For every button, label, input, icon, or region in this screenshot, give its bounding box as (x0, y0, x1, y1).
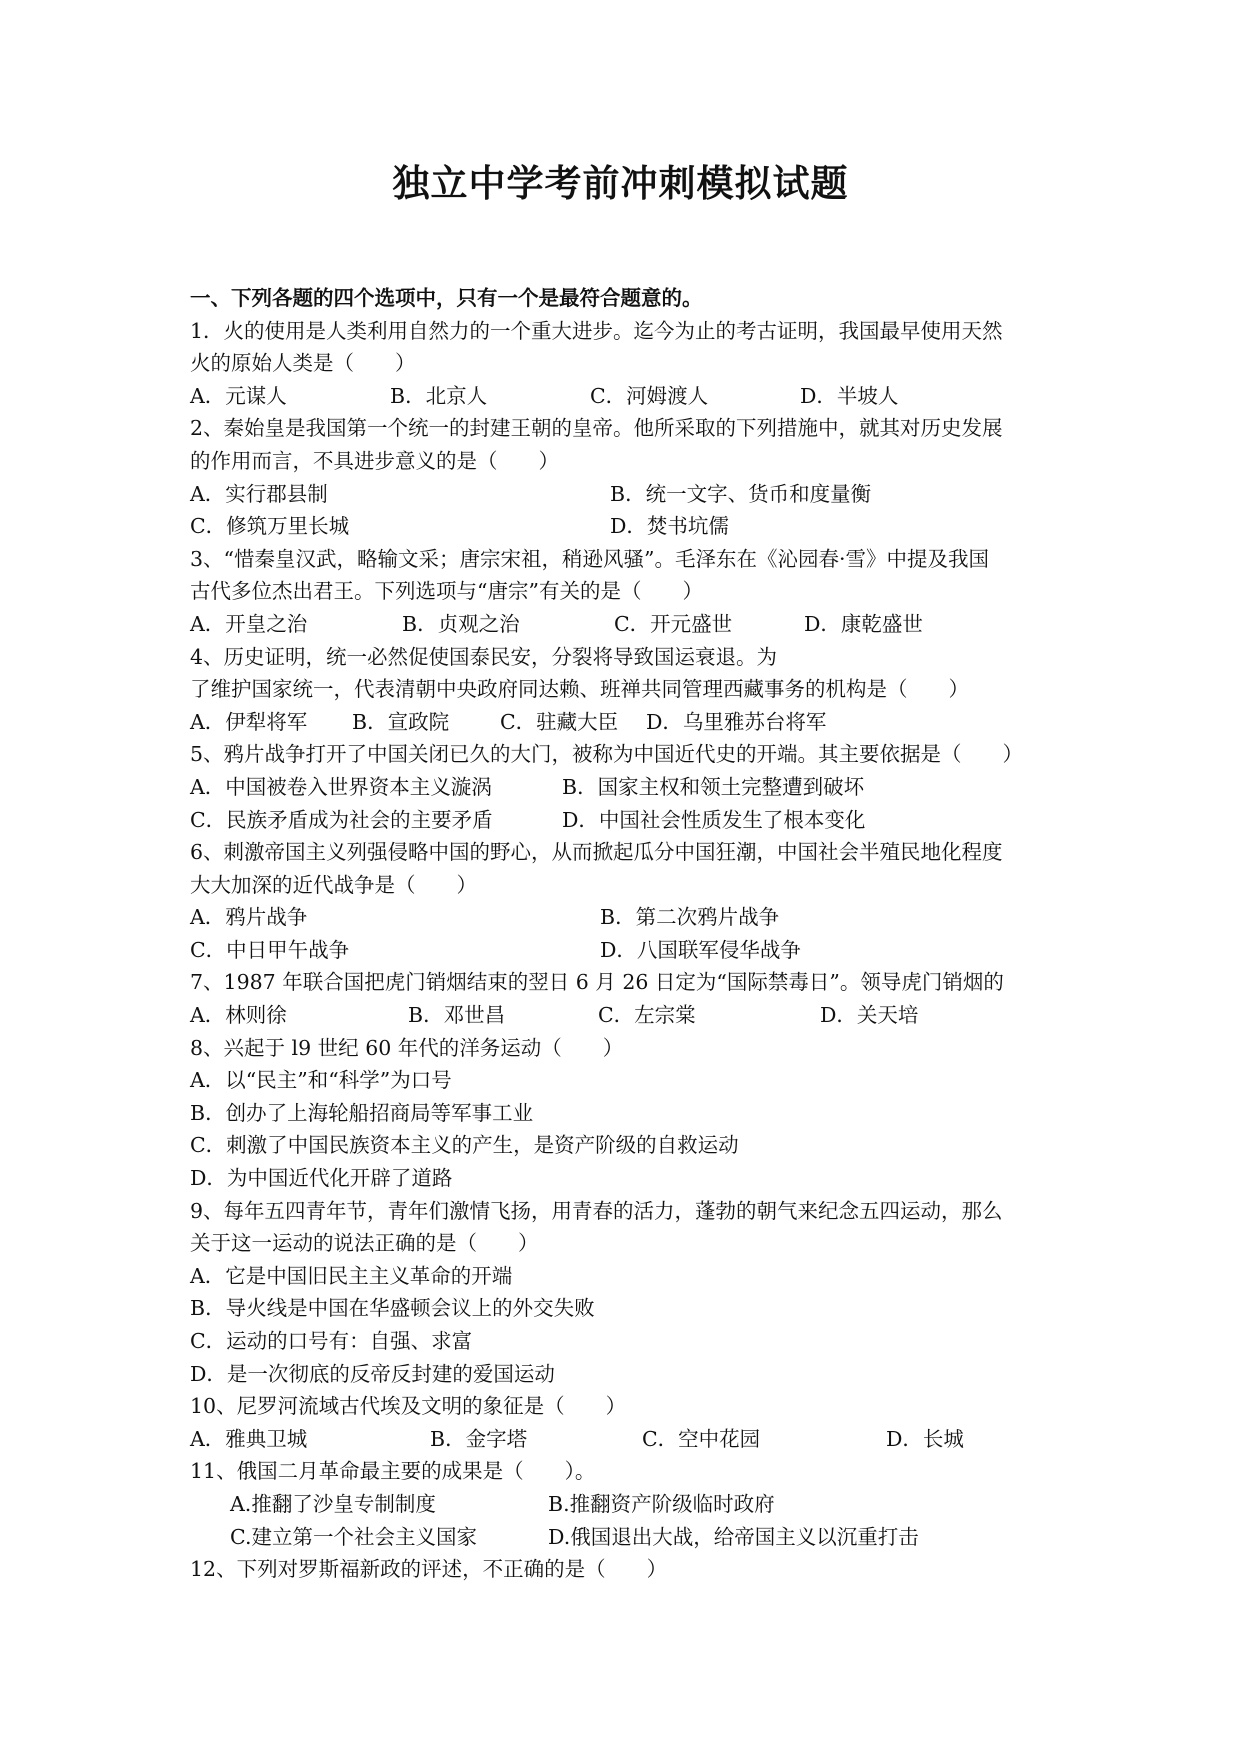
q1-option-b: B．北京人 (390, 383, 488, 408)
q8-option-c: C．刺激了中国民族资本主义的产生，是资产阶级的自救运动 (190, 1133, 739, 1158)
q5-stem-line: 5、鸦片战争打开了中国关闭已久的大门，被称为中国近代史的开端。其主要依据是（ ） (190, 742, 1024, 767)
q8-option-d: D．为中国近代化开辟了道路 (190, 1166, 453, 1191)
q4-option-b: B．宣政院 (352, 709, 450, 734)
q3-option-a: A．开皇之治 (190, 611, 308, 636)
q11-option-d: D.俄国退出大战，给帝国主义以沉重打击 (548, 1524, 919, 1549)
q6-option-a: A．鸦片战争 (190, 905, 308, 930)
q3-option-d: D．康乾盛世 (804, 611, 923, 636)
q9-option-c: C．运动的口号有：自强、求富 (190, 1329, 473, 1353)
q6-option-d: D．八国联军侵华战争 (600, 937, 801, 962)
q5-option-c: C．民族矛盾成为社会的主要矛盾 (190, 807, 493, 832)
q4-option-a: A．伊犁将军 (190, 709, 308, 734)
q2-option-d: D．焚书坑儒 (610, 514, 729, 539)
q1-option-d: D．半坡人 (800, 383, 899, 408)
q5-option-d: D．中国社会性质发生了根本变化 (562, 807, 866, 832)
q3-option-b: B．贞观之治 (402, 611, 520, 636)
page-title: 独立中学考前冲刺模拟试题 (392, 161, 849, 205)
q2-stem-line: 2、秦始皇是我国第一个统一的封建王朝的皇帝。他所采取的下列措施中，就其对历史发展 (190, 416, 1003, 441)
q8-option-b: B．创办了上海轮船招商局等军事工业 (190, 1100, 534, 1125)
q1-option-c: C．河姆渡人 (590, 383, 709, 408)
q1-stem-line: 1．火的使用是人类利用自然力的一个重大进步。迄今为止的考古证明，我国最早使用天然 (190, 318, 1003, 343)
q9-option-b: B．导火线是中国在华盛顿会议上的外交失败 (190, 1296, 595, 1321)
q7-option-a: A．林则徐 (190, 1003, 287, 1028)
q2-option-c: C．修筑万里长城 (190, 514, 350, 539)
q6-stem-line: 大大加深的近代战争是（ ） (190, 872, 477, 897)
q10-option-a: A．雅典卫城 (190, 1426, 308, 1451)
q4-option-c: C．驻藏大臣 (500, 709, 619, 734)
q3-stem-line: 3、“惜秦皇汉武，略输文采；唐宗宋祖，稍逊风骚”。毛泽东在《沁园春·雪》中提及我国 (190, 546, 990, 571)
q3-option-c: C．开元盛世 (614, 611, 733, 636)
exam-body (190, 282, 1070, 1586)
q7-option-d: D．关天培 (820, 1003, 919, 1028)
q6-stem-line: 6、刺激帝国主义列强侵略中国的野心，从而掀起瓜分中国狂潮，中国社会半殖民地化程度 (190, 840, 1003, 865)
q11-option-b: B.推翻资产阶级临时政府 (548, 1491, 775, 1516)
q4-options (190, 706, 1070, 739)
q10-options (190, 1423, 1070, 1456)
q2-option-b: B．统一文字、货币和度量衡 (610, 481, 872, 506)
q3-stem-line: 古代多位杰出君王。下列选项与“唐宗”有关的是（ ） (190, 579, 703, 604)
q1-options (190, 380, 1070, 413)
q5-options-row2 (190, 804, 1070, 837)
q4-stem-line: 4、历史证明，统一必然促使国泰民安，分裂将导致国运衰退。为 (190, 644, 778, 669)
section-heading: 一、下列各题的四个选项中，只有一个是最符合题意的。 (190, 286, 703, 310)
q11-option-c: C.建立第一个社会主义国家 (230, 1524, 477, 1549)
q10-option-b: B．金字塔 (430, 1426, 528, 1451)
q8-stem-line: 8、兴起于 l9 世纪 60 年代的洋务运动（ ） (190, 1035, 624, 1060)
q10-option-c: C．空中花园 (642, 1426, 761, 1451)
q10-stem-line: 10、尼罗河流域古代埃及文明的象征是（ ） (190, 1394, 627, 1419)
q7-option-b: B．邓世昌 (408, 1003, 506, 1028)
q3-options (190, 608, 1070, 641)
q9-option-d: D．是一次彻底的反帝反封建的爱国运动 (190, 1361, 555, 1386)
q11-options-row1 (190, 1488, 1070, 1521)
q7-option-c: C．左宗棠 (598, 1003, 696, 1028)
q1-option-a: A．元谋人 (190, 383, 287, 408)
q6-options-row1 (190, 901, 1070, 934)
q7-stem-line: 7、1987 年联合国把虎门销烟结束的翌日 6 月 26 日定为“国际禁毒日”。领导虎门销烟的 (190, 970, 1004, 995)
q2-options-row1 (190, 478, 1070, 511)
q6-option-b: B．第二次鸦片战争 (600, 905, 780, 930)
q5-options-row1 (190, 771, 1070, 804)
q8-option-a: A．以“民主”和“科学”为口号 (190, 1068, 452, 1093)
q9-stem-line: 关于这一运动的说法正确的是（ ） (190, 1231, 539, 1256)
q2-option-a: A．实行郡县制 (190, 481, 328, 506)
q6-option-c: C．中日甲午战争 (190, 937, 350, 962)
q9-stem-line: 9、每年五四青年节，青年们激情飞扬，用青春的活力，蓬勃的朝气来纪念五四运动，那么 (190, 1198, 1003, 1223)
q10-option-d: D．长城 (886, 1426, 964, 1451)
q7-options (190, 999, 1070, 1032)
q5-option-b: B．国家主权和领土完整遭到破坏 (562, 774, 865, 799)
q5-option-a: A．中国被卷入世界资本主义漩涡 (190, 774, 492, 799)
q2-options-row2 (190, 510, 1070, 543)
q11-option-a: A.推翻了沙皇专制制度 (230, 1491, 436, 1516)
q11-options-row2 (190, 1521, 1070, 1554)
q11-stem-line: 11、俄国二月革命最主要的成果是（ ）。 (190, 1459, 596, 1484)
q12-stem-line: 12、下列对罗斯福新政的评述，不正确的是（ ） (190, 1557, 668, 1582)
q4-option-d: D．乌里雅苏台将军 (646, 709, 827, 734)
q1-stem-line: 火的原始人类是（ ） (190, 351, 416, 376)
q6-options-row2 (190, 934, 1070, 967)
q2-stem-line: 的作用而言，不具进步意义的是（ ） (190, 448, 559, 473)
q4-stem-line: 了维护国家统一，代表清朝中央政府同达赖、班禅共同管理西藏事务的机构是（ ） (190, 677, 969, 702)
q9-option-a: A．它是中国旧民主主义革命的开端 (190, 1263, 513, 1288)
